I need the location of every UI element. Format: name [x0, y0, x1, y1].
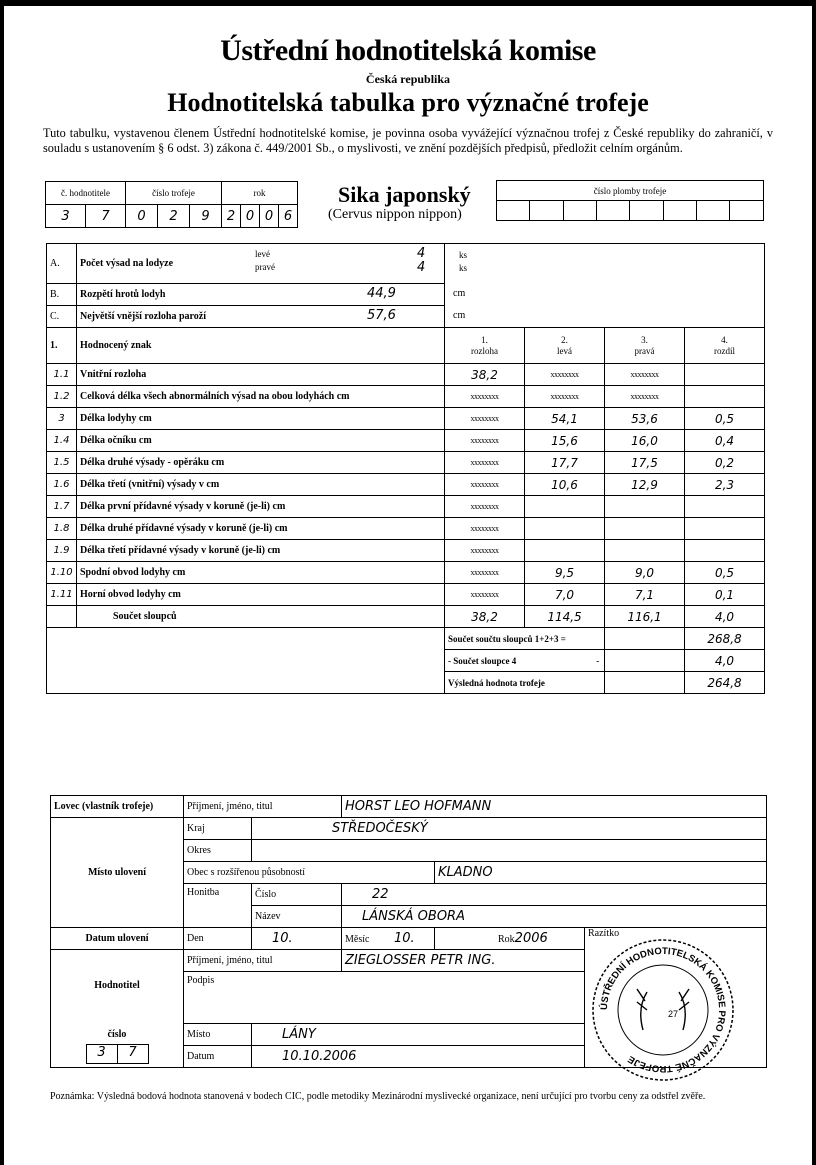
row-col-3: xxxxxxxx	[605, 364, 685, 386]
sum-col-2: 114,5	[525, 606, 605, 628]
country-label: Česká republika	[365, 72, 451, 86]
ground-number-value: 22	[342, 884, 767, 906]
row-c-label: Největší vnější rozloha paroží	[80, 311, 207, 322]
district-value	[252, 840, 767, 862]
total-row-2-op: -	[596, 655, 600, 666]
sign-date-value: 10.10.2006	[252, 1046, 585, 1068]
header-col-4	[685, 328, 765, 364]
row-code: 1.4	[47, 430, 77, 452]
row-code: 1.6	[47, 474, 77, 496]
ground-title-label: Název	[252, 906, 342, 928]
header-col-3-num: 3.	[641, 334, 648, 345]
header-col-2-num: 2.	[561, 334, 568, 345]
row-col-1: xxxxxxxx	[445, 386, 525, 408]
row-a-right-value: 4	[417, 260, 426, 275]
species-name: Sika japonský	[338, 182, 471, 207]
row-col-4: 2,3	[685, 474, 765, 496]
evaluator-digit: 7	[86, 205, 126, 228]
row-label: Délka lodyhy cm	[77, 408, 445, 430]
footer-note: Poznámka: Výsledná bodová hodnota stanovená v bodech CIC, podle metodiky Mezinárodní myslivecké organizace, není určující pro tvorbu ceny za odstřel zvěře.	[50, 1091, 706, 1102]
total-row-2-value: 4,0	[685, 650, 765, 672]
row-col-3: 9,0	[605, 562, 685, 584]
row-col-1: xxxxxxxx	[445, 430, 525, 452]
measurement-row	[47, 452, 765, 474]
year-cell	[435, 928, 585, 950]
total-row-2-spacer	[605, 650, 685, 672]
row-col-4	[685, 518, 765, 540]
row-col-2	[525, 540, 605, 562]
row-a-side-labels	[255, 248, 275, 274]
trophy-number-header: číslo trofeje	[126, 182, 222, 205]
measurement-row	[47, 364, 765, 386]
row-col-4	[685, 364, 765, 386]
stamp-inner-ring	[618, 965, 708, 1055]
row-a-label: Počet výsad na lodyze	[80, 258, 174, 269]
row-col-4: 0,2	[685, 452, 765, 474]
row-col-1: xxxxxxxx	[445, 540, 525, 562]
row-a-left-value: 4	[417, 246, 426, 261]
year-digit: 0	[260, 205, 279, 228]
year-digit: 6	[279, 205, 298, 228]
row-c-value: 57,6	[367, 308, 396, 323]
seal-cell	[563, 201, 596, 221]
row-b-unit: cm	[453, 288, 466, 299]
row-a-unit: ks	[459, 250, 468, 260]
header-col-4-text: rozdíl	[714, 345, 735, 356]
place-label: Místo ulovení	[51, 818, 184, 928]
row-col-2: 9,5	[525, 562, 605, 584]
seal-header: číslo plomby trofeje	[497, 181, 764, 201]
year-digit: 0	[241, 205, 260, 228]
ground-number-label: Číslo	[252, 884, 342, 906]
header-code: 1.	[47, 328, 77, 364]
row-b-label: Rozpětí hrotů lodyh	[80, 289, 166, 300]
hunter-name-label: Příjmení, jméno, titul	[184, 796, 342, 818]
trophy-digit: 9	[190, 205, 222, 228]
row-col-3	[605, 496, 685, 518]
row-col-3: xxxxxxxx	[605, 386, 685, 408]
row-col-3: 17,5	[605, 452, 685, 474]
header-col-3-text: pravá	[634, 345, 655, 356]
row-label: Spodní obvod lodyhy cm	[77, 562, 445, 584]
region-value: STŘEDOČESKÝ	[252, 818, 767, 840]
row-col-1: xxxxxxxx	[445, 562, 525, 584]
row-c-cell	[77, 306, 466, 328]
total-row-3-label: Výsledná hodnota trofeje	[445, 672, 605, 694]
seal-cell	[663, 201, 696, 221]
hunt-date-label: Datum ulovení	[51, 928, 184, 950]
measurement-row	[47, 430, 765, 452]
blank-area	[445, 244, 765, 328]
row-col-4	[685, 540, 765, 562]
org-title: Ústřední hodnotitelská komise	[220, 34, 596, 67]
month-label: Měsíc	[345, 934, 370, 945]
antler-icon	[637, 989, 689, 1030]
row-a-right-label: pravé	[255, 262, 275, 272]
row-code: 1.10	[47, 562, 77, 584]
seal-table	[496, 180, 764, 221]
row-col-1: xxxxxxxx	[445, 474, 525, 496]
row-a-unit: ks	[459, 263, 468, 273]
row-b-code: B.	[47, 284, 77, 306]
evaluator-number-digit: 7	[118, 1044, 149, 1064]
scan-border-top	[0, 0, 816, 6]
row-label: Celková délka všech abnormálních výsad na obou lodyhách cm	[77, 386, 445, 408]
row-col-2: 17,7	[525, 452, 605, 474]
measurement-row	[47, 408, 765, 430]
row-col-3: 53,6	[605, 408, 685, 430]
total-row-3-spacer	[605, 672, 685, 694]
totals-blank	[47, 628, 445, 694]
evaluator-number-label: číslo	[107, 1029, 127, 1040]
where-label: Místo	[184, 1024, 252, 1046]
row-col-2	[525, 496, 605, 518]
row-col-1: xxxxxxxx	[445, 496, 525, 518]
row-label: Délka očníku cm	[77, 430, 445, 452]
header-label: Hodnocený znak	[77, 328, 445, 364]
row-label: Délka třetí (vnitřní) výsady v cm	[77, 474, 445, 496]
stamp-outer-ring	[593, 940, 733, 1080]
municipality-label: Obec s rozšířenou působností	[184, 862, 435, 884]
day-value: 10.	[252, 928, 342, 950]
row-col-1: 38,2	[445, 364, 525, 386]
row-code: 1.7	[47, 496, 77, 518]
row-a-units	[459, 249, 467, 275]
header-col-3	[605, 328, 685, 364]
hunter-label: Lovec (vlastník trofeje)	[51, 796, 184, 818]
row-col-4	[685, 386, 765, 408]
header-col-1-num: 1.	[481, 334, 488, 345]
header-col-4-num: 4.	[721, 334, 728, 345]
row-code: 1.9	[47, 540, 77, 562]
row-label: Délka druhé přídavné výsady v koruně (je-li) cm	[77, 518, 445, 540]
row-col-2: 7,0	[525, 584, 605, 606]
total-row-1-value: 268,8	[685, 628, 765, 650]
year-header: rok	[222, 182, 298, 205]
total-row-1-spacer	[605, 628, 685, 650]
row-a-values	[417, 247, 425, 275]
municipality-value: KLADNO	[435, 862, 767, 884]
row-col-3: 7,1	[605, 584, 685, 606]
header-col-2	[525, 328, 605, 364]
hunt-year-value: 2006	[514, 931, 548, 946]
measurement-row	[47, 562, 765, 584]
total-row-1-op: =	[560, 633, 566, 644]
month-value: 10.	[393, 931, 415, 946]
measurement-row	[47, 540, 765, 562]
district-label: Okres	[184, 840, 252, 862]
seal-cell	[497, 201, 530, 221]
evaluator-name-label: Příjmení, jméno, titul	[184, 950, 342, 972]
row-label: Délka třetí přídavné výsady v koruně (je-li) cm	[77, 540, 445, 562]
row-code: 1.8	[47, 518, 77, 540]
row-col-3	[605, 540, 685, 562]
ident-table	[45, 181, 298, 228]
row-col-4: 0,1	[685, 584, 765, 606]
seal-cell	[596, 201, 629, 221]
sum-code	[47, 606, 77, 628]
evaluator-label: Hodnotitel	[94, 980, 140, 991]
row-c-code: C.	[47, 306, 77, 328]
official-stamp	[588, 935, 738, 1085]
row-label: Vnitřní rozloha	[77, 364, 445, 386]
total-row-3-value: 264,8	[685, 672, 765, 694]
row-col-4: 0,5	[685, 562, 765, 584]
measurement-table	[46, 243, 765, 694]
row-col-2: 15,6	[525, 430, 605, 452]
total-row-2-label	[445, 650, 605, 672]
row-col-3: 16,0	[605, 430, 685, 452]
evaluator-name-value: ZIEGLOSSER PETR ING.	[342, 950, 585, 972]
sign-date-label: Datum	[184, 1046, 252, 1068]
sum-col-3: 116,1	[605, 606, 685, 628]
row-col-3: 12,9	[605, 474, 685, 496]
scan-border-right	[812, 0, 816, 1165]
region-label: Kraj	[184, 818, 252, 840]
trophy-digit: 0	[126, 205, 158, 228]
row-label: Délka první přídavné výsady v koruně (je-li) cm	[77, 496, 445, 518]
hunter-name-value: HORST LEO HOFMANN	[342, 796, 767, 818]
total-row-1-label	[445, 628, 605, 650]
row-a-code: A.	[47, 244, 77, 284]
row-label: Horní obvod lodyhy cm	[77, 584, 445, 606]
seal-cell	[630, 201, 663, 221]
row-col-4: 0,4	[685, 430, 765, 452]
stamp-label: Razítko	[588, 928, 620, 939]
day-label: Den	[184, 928, 252, 950]
row-col-2: 54,1	[525, 408, 605, 430]
row-a-left-label: levé	[255, 249, 270, 259]
row-code: 1.5	[47, 452, 77, 474]
signature-label: Podpis	[184, 972, 585, 1024]
header-col-1-text: rozloha	[471, 345, 498, 356]
seal-cell	[730, 201, 764, 221]
stamp-ring-text: ÚSTŘEDNÍ HODNOTITELSKÁ KOMISE PRO VÝZNAČNÉ TROFEJE	[598, 945, 728, 1075]
row-a-cell	[77, 244, 468, 284]
measurement-row	[47, 386, 765, 408]
row-col-1: xxxxxxxx	[445, 452, 525, 474]
evaluator-number-digit: 3	[86, 1044, 118, 1064]
row-col-1: xxxxxxxx	[445, 408, 525, 430]
sum-label: Součet sloupců	[77, 606, 445, 628]
row-code: 3	[47, 408, 77, 430]
row-col-4	[685, 496, 765, 518]
total-row-2-text: - Součet sloupce 4	[448, 655, 517, 666]
stamp-number: 27	[668, 1009, 679, 1019]
evaluator-number-header: č. hodnotitele	[46, 182, 126, 205]
total-row-1-text: Součet součtu sloupců 1+2+3	[448, 633, 559, 644]
trophy-digit: 2	[158, 205, 190, 228]
row-b-cell	[77, 284, 466, 306]
row-col-1: xxxxxxxx	[445, 584, 525, 606]
row-col-2: xxxxxxxx	[525, 364, 605, 386]
evaluator-cell	[51, 950, 184, 1068]
row-b-value: 44,9	[367, 286, 396, 301]
row-col-2	[525, 518, 605, 540]
measurement-row	[47, 584, 765, 606]
header-col-1	[445, 328, 525, 364]
row-label: Délka druhé výsady - opěráku cm	[77, 452, 445, 474]
row-code: 1.11	[47, 584, 77, 606]
evaluator-digit: 3	[46, 205, 86, 228]
evaluator-number-boxes	[86, 1044, 149, 1064]
scan-border-left	[0, 0, 4, 1165]
measurement-row	[47, 474, 765, 496]
hunt-year-label: Rok	[498, 934, 515, 945]
row-code: 1.1	[47, 364, 77, 386]
header-col-2-text: levá	[557, 345, 572, 356]
sum-col-4: 4,0	[685, 606, 765, 628]
row-col-4: 0,5	[685, 408, 765, 430]
sum-col-1: 38,2	[445, 606, 525, 628]
row-col-2: xxxxxxxx	[525, 386, 605, 408]
row-col-2: 10,6	[525, 474, 605, 496]
row-col-1: xxxxxxxx	[445, 518, 525, 540]
year-digit: 2	[222, 205, 241, 228]
intro-text: Tuto tabulku, vystavenou členem Ústřední hodnotitelské komise, je povinna osoba vyvážející význačnou trofej z České republiky do zahraničí, v souladu s ustanovením § 6 odst. 3) zákona č. 449/2001 Sb., o myslivosti, ve znění pozdějších předpisů, předložit celním orgánům.	[43, 126, 773, 155]
ground-label: Honitba	[184, 884, 252, 928]
seal-cell	[530, 201, 563, 221]
row-col-3	[605, 518, 685, 540]
measurement-row	[47, 518, 765, 540]
form-title: Hodnotitelská tabulka pro význačné trofeje	[167, 88, 649, 117]
species-latin: (Cervus nippon nippon)	[328, 207, 462, 222]
measurement-row	[47, 496, 765, 518]
seal-cell	[696, 201, 729, 221]
ground-title-value: LÁNSKÁ OBORA	[342, 906, 767, 928]
row-code: 1.2	[47, 386, 77, 408]
month-cell	[342, 928, 435, 950]
row-c-unit: cm	[453, 310, 466, 321]
where-value: LÁNY	[252, 1024, 585, 1046]
